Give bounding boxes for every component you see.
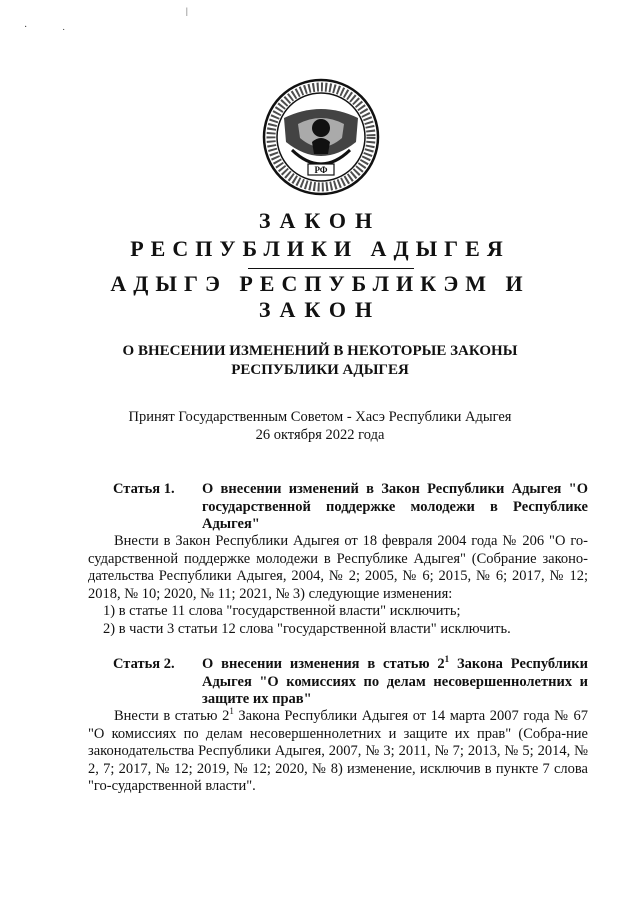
law-subject-line: О ВНЕСЕНИИ ИЗМЕНЕНИЙ В НЕКОТОРЫЕ ЗАКОНЫ	[122, 343, 518, 359]
coat-of-arms-seal-icon	[262, 78, 380, 196]
scan-speck: ˙	[62, 28, 66, 39]
article-2-body: Внести в статью $2^1$ Закона Республики Адыгея от 14 марта 2007 года № 67 "О комиссиях по делам несовершеннолетних и защите их прав" (Собра-ние законодательства Республики Адыгея, 2007, № 3; 2011, № 7; 2013, № 5; 2014, № 2, 7; 2017, № 12; 2019, № 12; 2020, № 8) изменение, исключив в пункте 7 слова "го-сударственной власти".	[88, 706, 588, 794]
adoption-body: Принят Государственным Советом - Хасэ Республики Адыгея	[128, 409, 512, 425]
scan-speck: ·	[24, 22, 28, 33]
article-2-label: Статья 2.	[113, 656, 175, 672]
article-1-label: Статья 1.	[113, 481, 175, 497]
svg-text:РФ: РФ	[314, 165, 328, 175]
title-adyghe-name: АДЫГЭ РЕСПУБЛИКЭМ И	[110, 271, 530, 296]
adoption-note	[0, 408, 640, 444]
title-zakon-adyghe: ЗАКОН	[258, 297, 382, 322]
article-2-title: О внесении изменения в статью $2^1$ Закона Республики Адыгея "О комиссиях по делам несовершеннолетних и защите их прав"	[202, 654, 588, 707]
article-1-body: Внести в Закон Республики Адыгея от 18 февраля 2004 года № 206 "О го-сударственной поддержке молодежи в Республике Адыгея" (Собрание законо-дательства Республики Адыгея, 2004, № 2; 2005, № 6; 2015, № 6; 2017, № 12; 2018, № 10; 2020, № 11; 2021, № 3) следующие изменения:	[88, 533, 588, 602]
article-1-title: О внесении изменений в Закон Республики Адыгея "О государственной поддержке молодежи в Республике Адыгея"	[202, 481, 588, 532]
title-divider	[248, 268, 414, 269]
adoption-date: 26 октября 2022 года	[255, 427, 385, 443]
scan-speck: |	[186, 6, 188, 16]
title-zakon: ЗАКОН	[258, 208, 382, 233]
article-1-item-2: 2) в части 3 статьи 12 слова "государственной власти" исключить.	[103, 621, 511, 637]
law-subject	[0, 342, 640, 380]
title-republic-name: РЕСПУБЛИКИ АДЫГЕЯ	[130, 236, 510, 261]
article-1-item-1: 1) в статье 11 слова "государственной власти" исключить;	[103, 603, 461, 619]
law-subject-line: РЕСПУБЛИКИ АДЫГЕЯ	[231, 362, 409, 378]
